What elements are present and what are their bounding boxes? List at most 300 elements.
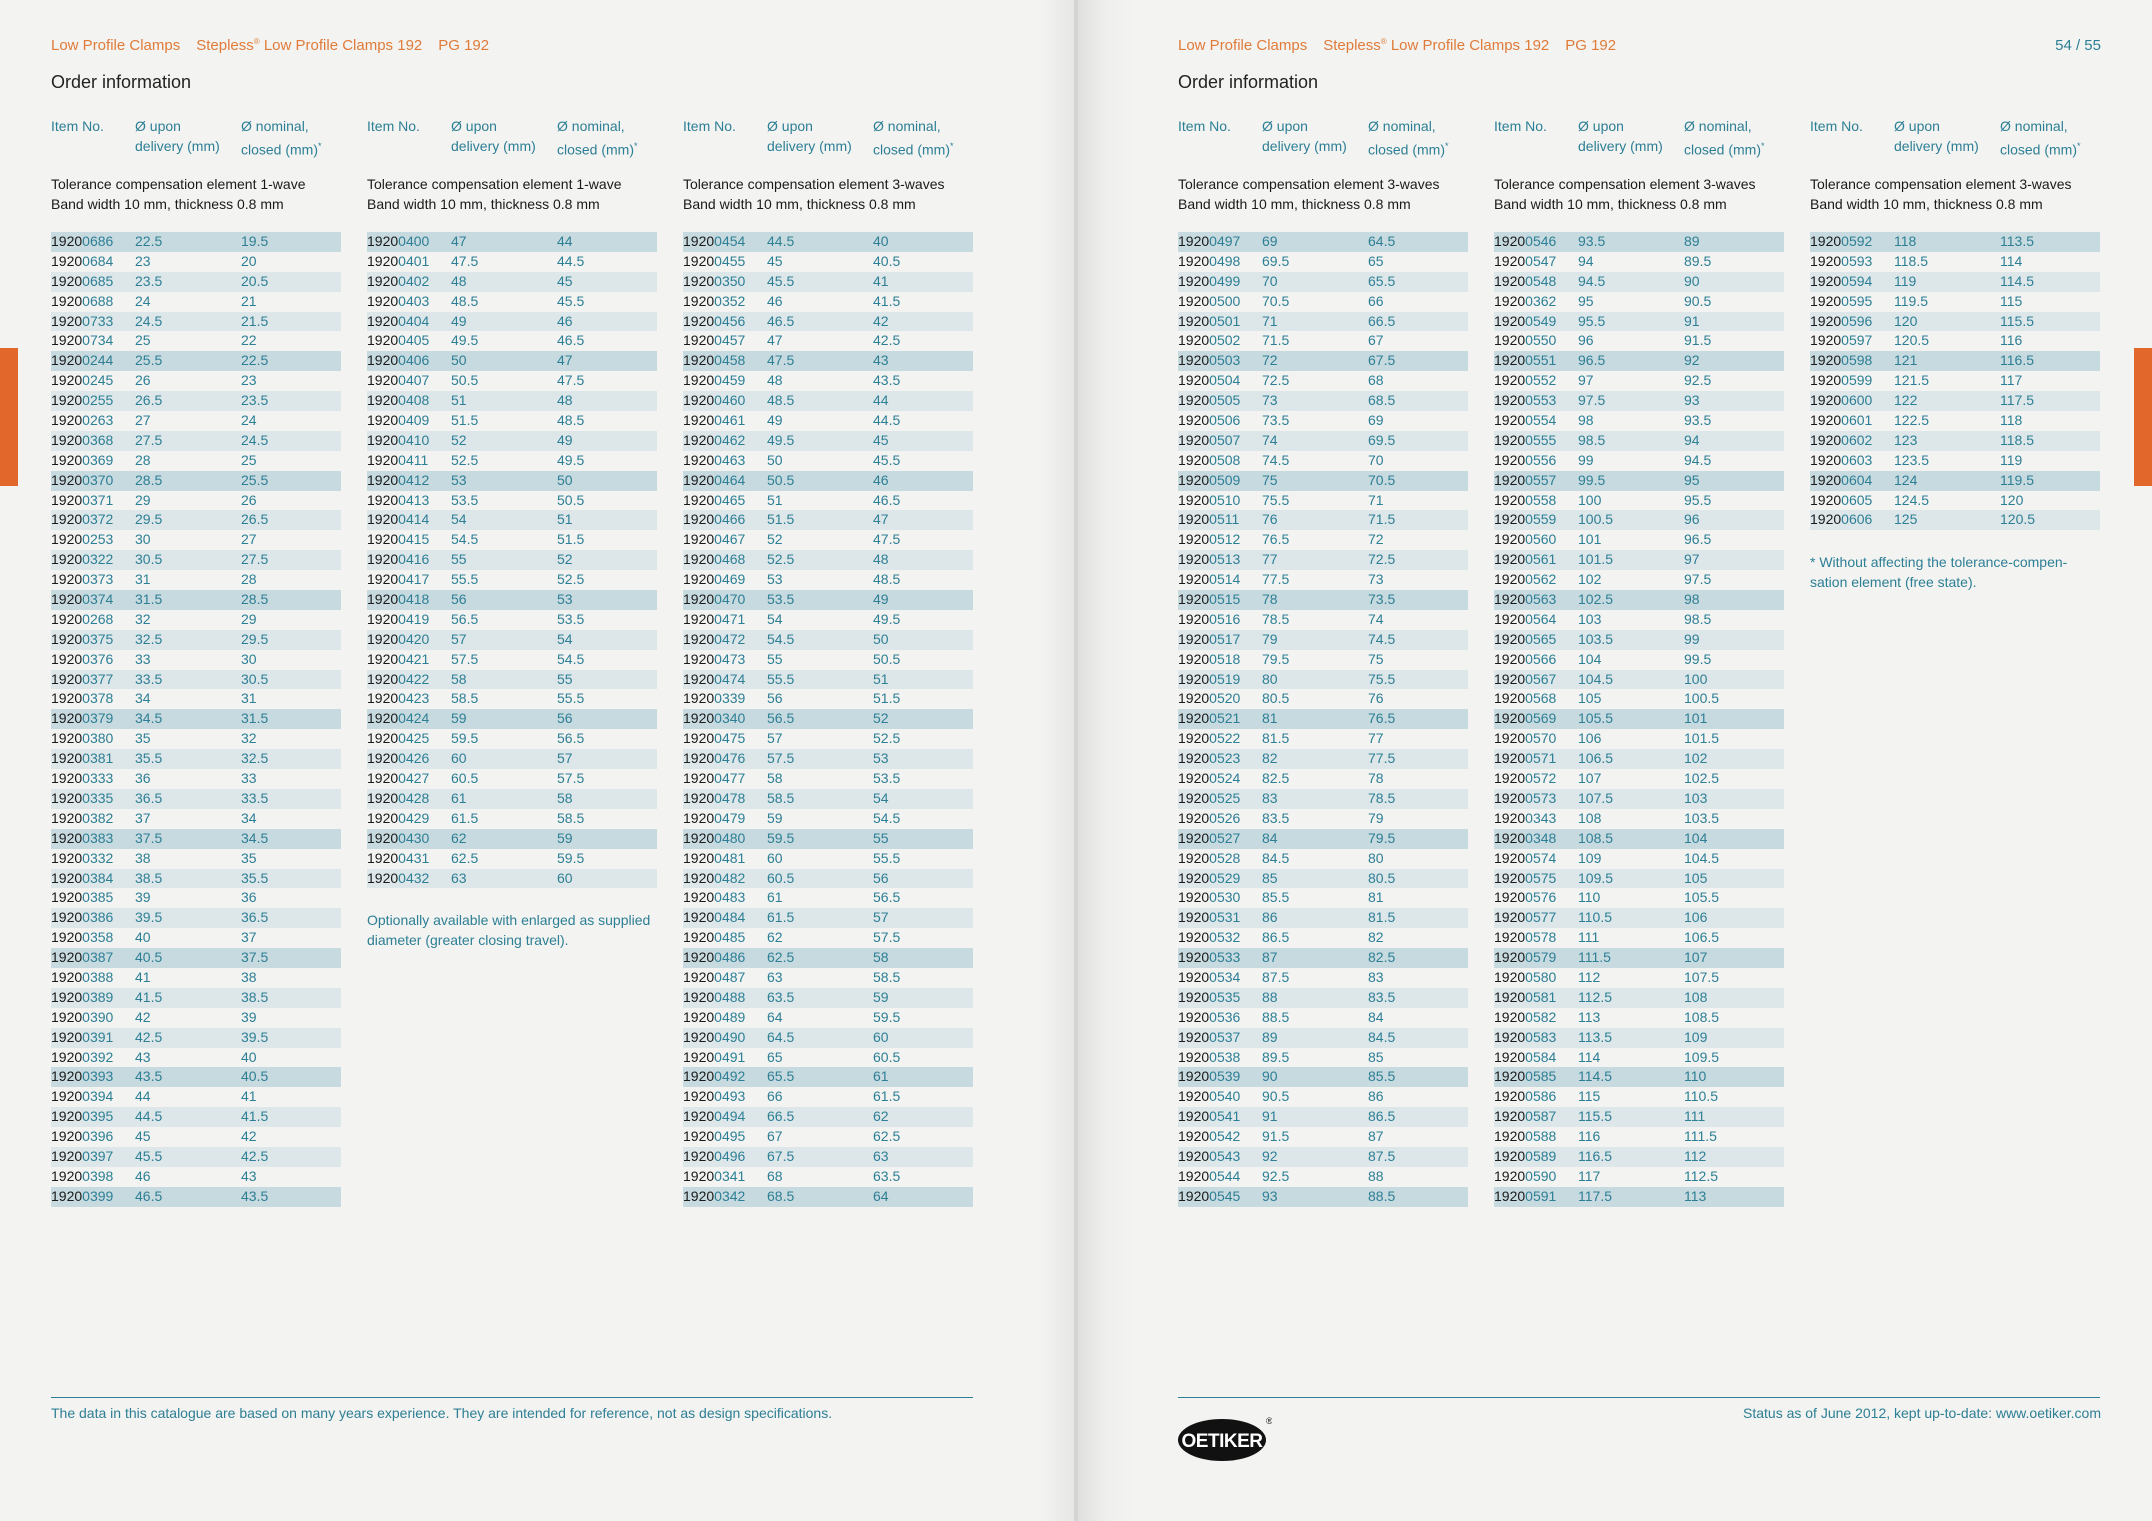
diameter-upon-delivery: 41.5 xyxy=(135,988,163,1005)
diameter-upon-delivery: 35.5 xyxy=(135,750,163,767)
item-prefix: 1920 xyxy=(1494,849,1526,866)
diameter-nominal-closed: 78.5 xyxy=(1368,789,1396,806)
item-prefix: 1920 xyxy=(51,332,83,349)
diameter-nominal-closed: 65 xyxy=(1368,252,1384,269)
table-row xyxy=(367,391,657,411)
header-diameter-nominal xyxy=(241,116,341,156)
diameter-nominal-closed: 89.5 xyxy=(1684,252,1712,269)
item-prefix: 1920 xyxy=(1178,272,1210,289)
item-suffix: 0462 xyxy=(714,431,746,448)
diameter-upon-delivery: 122 xyxy=(1894,392,1918,409)
diameter-upon-delivery: 101 xyxy=(1578,531,1602,548)
header-line: Ø nominal, xyxy=(557,118,625,134)
diameter-upon-delivery: 67.5 xyxy=(767,1147,795,1164)
diameter-nominal-closed: 29.5 xyxy=(241,630,269,647)
diameter-upon-delivery: 47 xyxy=(451,233,467,249)
diameter-upon-delivery: 32.5 xyxy=(135,630,163,647)
table-row xyxy=(683,451,973,471)
table-row xyxy=(683,988,973,1008)
item-prefix: 1920 xyxy=(1494,252,1526,269)
diameter-nominal-closed: 105 xyxy=(1684,869,1708,886)
item-suffix: 0604 xyxy=(1841,471,1873,488)
footnote-star: * xyxy=(318,141,322,151)
item-suffix: 0536 xyxy=(1209,1008,1241,1025)
header-line: closed (mm) xyxy=(241,141,319,158)
item-suffix: 0565 xyxy=(1525,630,1557,647)
item-number xyxy=(1494,1087,1578,1107)
item-prefix: 1920 xyxy=(1178,889,1210,906)
item-number xyxy=(1178,451,1262,471)
item-number xyxy=(51,869,135,889)
breadcrumb xyxy=(1178,37,1632,54)
item-prefix: 1920 xyxy=(51,610,83,627)
diameter-nominal-closed: 91 xyxy=(1684,312,1700,329)
item-suffix: 0496 xyxy=(714,1147,746,1164)
diameter-upon-delivery: 120 xyxy=(1894,312,1918,329)
header-line: closed (mm) xyxy=(557,141,635,158)
item-prefix: 1920 xyxy=(683,909,715,926)
header-item-no: Item No. xyxy=(1178,118,1231,134)
breadcrumb-part: Stepless xyxy=(1323,37,1381,54)
item-suffix: 0532 xyxy=(1209,929,1241,946)
diameter-nominal-closed: 49.5 xyxy=(873,610,901,627)
diameter-upon-delivery: 39.5 xyxy=(135,909,163,926)
item-prefix: 1920 xyxy=(51,829,83,846)
diameter-nominal-closed: 24.5 xyxy=(241,431,269,448)
item-number xyxy=(1494,888,1578,908)
diameter-upon-delivery: 38.5 xyxy=(135,869,163,886)
item-suffix: 0379 xyxy=(82,710,114,727)
diameter-nominal-closed: 42 xyxy=(241,1128,257,1145)
diameter-upon-delivery: 110.5 xyxy=(1578,909,1612,926)
item-prefix: 1920 xyxy=(1178,929,1210,946)
diameter-nominal-closed: 86.5 xyxy=(1368,1108,1396,1125)
item-suffix: 0392 xyxy=(82,1048,114,1065)
item-number xyxy=(51,590,135,610)
item-number xyxy=(51,729,135,749)
item-number xyxy=(1178,670,1262,690)
diameter-nominal-closed: 45.5 xyxy=(557,292,585,309)
diameter-nominal-closed: 50 xyxy=(557,471,573,488)
diameter-upon-delivery: 26 xyxy=(135,372,151,389)
diameter-nominal-closed: 72 xyxy=(1368,531,1384,548)
item-number xyxy=(51,769,135,789)
item-prefix: 1920 xyxy=(683,1028,715,1045)
item-prefix: 1920 xyxy=(51,451,83,468)
diameter-nominal-closed: 106 xyxy=(1684,909,1708,926)
diameter-nominal-closed: 93.5 xyxy=(1684,412,1712,429)
table-row xyxy=(1494,809,1784,829)
footnote-star: * xyxy=(1761,141,1765,151)
diameter-nominal-closed: 98 xyxy=(1684,591,1700,608)
item-number xyxy=(683,1067,767,1087)
item-prefix: 1920 xyxy=(1494,551,1526,568)
diameter-nominal-closed: 76 xyxy=(1368,690,1384,707)
diameter-upon-delivery: 74 xyxy=(1262,431,1278,448)
diameter-nominal-closed: 60.5 xyxy=(873,1048,901,1065)
table-row xyxy=(1494,888,1784,908)
item-number xyxy=(1178,1187,1262,1207)
item-prefix: 1920 xyxy=(1494,750,1526,767)
diameter-upon-delivery: 52 xyxy=(451,431,467,448)
item-prefix: 1920 xyxy=(51,233,83,249)
item-prefix: 1920 xyxy=(367,730,399,747)
table-row xyxy=(683,709,973,729)
table-row xyxy=(1810,431,2100,451)
diameter-nominal-closed: 100.5 xyxy=(1684,690,1720,707)
diameter-nominal-closed: 85.5 xyxy=(1368,1068,1396,1085)
group-spec: Band width 10 mm, thickness 0.8 mm xyxy=(683,196,916,212)
item-number xyxy=(683,809,767,829)
table-row xyxy=(1178,1187,1468,1207)
item-number xyxy=(1178,292,1262,312)
column-header xyxy=(367,116,657,156)
item-suffix: 0509 xyxy=(1209,471,1241,488)
item-suffix: 0579 xyxy=(1525,949,1557,966)
item-suffix: 0588 xyxy=(1525,1128,1557,1145)
item-number xyxy=(1494,530,1578,550)
diameter-nominal-closed: 103 xyxy=(1684,789,1708,806)
item-number xyxy=(1178,829,1262,849)
diameter-upon-delivery: 60 xyxy=(451,750,467,767)
item-number xyxy=(1494,1067,1578,1087)
diameter-nominal-closed: 108.5 xyxy=(1684,1008,1720,1025)
item-number xyxy=(1494,1127,1578,1147)
header-diameter-upon xyxy=(135,116,241,156)
item-suffix: 0388 xyxy=(82,968,114,985)
diameter-nominal-closed: 69 xyxy=(1368,412,1384,429)
diameter-upon-delivery: 39 xyxy=(135,889,151,906)
header-line: Ø upon xyxy=(767,118,813,134)
item-number xyxy=(51,1167,135,1187)
item-suffix: 0522 xyxy=(1209,730,1241,747)
item-suffix: 0688 xyxy=(82,292,114,309)
diameter-upon-delivery: 59 xyxy=(451,710,467,727)
item-prefix: 1920 xyxy=(1494,591,1526,608)
item-suffix: 0606 xyxy=(1841,511,1873,528)
item-suffix: 0734 xyxy=(82,332,114,349)
diameter-nominal-closed: 92 xyxy=(1684,352,1700,369)
item-suffix: 0428 xyxy=(398,789,430,806)
diameter-nominal-closed: 118 xyxy=(2000,412,2023,429)
item-number xyxy=(1494,351,1578,371)
item-prefix: 1920 xyxy=(51,789,83,806)
item-number xyxy=(51,689,135,709)
item-suffix: 0564 xyxy=(1525,610,1557,627)
diameter-nominal-closed: 90.5 xyxy=(1684,292,1712,309)
item-prefix: 1920 xyxy=(1178,949,1210,966)
table-row xyxy=(683,550,973,570)
item-suffix: 0591 xyxy=(1525,1187,1557,1204)
item-suffix: 0335 xyxy=(82,789,114,806)
diameter-upon-delivery: 85.5 xyxy=(1262,889,1290,906)
header-diameter-upon xyxy=(451,116,557,156)
item-number xyxy=(683,948,767,968)
table-column xyxy=(51,116,341,1207)
item-suffix: 0375 xyxy=(82,630,114,647)
item-prefix: 1920 xyxy=(51,511,83,528)
item-number xyxy=(367,869,451,889)
item-prefix: 1920 xyxy=(367,332,399,349)
item-number xyxy=(1494,590,1578,610)
item-prefix: 1920 xyxy=(1178,252,1210,269)
diameter-upon-delivery: 47.5 xyxy=(451,252,479,269)
item-number xyxy=(367,709,451,729)
diameter-upon-delivery: 86 xyxy=(1262,909,1278,926)
header-line: Ø upon xyxy=(135,118,181,134)
diameter-upon-delivery: 62.5 xyxy=(451,849,479,866)
diameter-nominal-closed: 71 xyxy=(1368,491,1384,508)
diameter-upon-delivery: 40 xyxy=(135,929,151,946)
item-number xyxy=(51,411,135,431)
item-suffix: 0490 xyxy=(714,1028,746,1045)
item-number xyxy=(1810,371,1894,391)
table-row xyxy=(1178,1087,1468,1107)
item-number xyxy=(1178,869,1262,889)
item-number xyxy=(367,590,451,610)
item-suffix: 0464 xyxy=(714,471,746,488)
item-prefix: 1920 xyxy=(51,471,83,488)
item-prefix: 1920 xyxy=(683,1008,715,1025)
item-prefix: 1920 xyxy=(51,1128,83,1145)
item-prefix: 1920 xyxy=(683,650,715,667)
diameter-upon-delivery: 106 xyxy=(1578,730,1602,747)
item-prefix: 1920 xyxy=(367,312,399,329)
item-number xyxy=(51,471,135,491)
breadcrumb-item: PG 192 xyxy=(1565,37,1617,54)
item-suffix: 0516 xyxy=(1209,610,1241,627)
diameter-upon-delivery: 33 xyxy=(135,650,151,667)
item-number xyxy=(683,550,767,570)
table-row xyxy=(1178,491,1468,511)
item-suffix: 0339 xyxy=(714,690,746,707)
item-suffix: 0575 xyxy=(1525,869,1557,886)
item-number xyxy=(1178,1107,1262,1127)
item-prefix: 1920 xyxy=(51,869,83,886)
diameter-upon-delivery: 124 xyxy=(1894,471,1918,488)
diameter-nominal-closed: 42 xyxy=(873,312,889,329)
diameter-nominal-closed: 47.5 xyxy=(557,372,585,389)
table-row xyxy=(1178,272,1468,292)
table-note: * Without affecting the tolerance-compen-sation element (free state). xyxy=(1810,554,2068,591)
item-number xyxy=(683,709,767,729)
diameter-upon-delivery: 58 xyxy=(767,770,783,787)
item-prefix: 1920 xyxy=(1494,610,1526,627)
diameter-nominal-closed: 72.5 xyxy=(1368,551,1396,568)
item-prefix: 1920 xyxy=(683,571,715,588)
table-row xyxy=(683,928,973,948)
item-suffix: 0603 xyxy=(1841,451,1873,468)
item-prefix: 1920 xyxy=(683,829,715,846)
item-suffix: 0518 xyxy=(1209,650,1241,667)
item-number xyxy=(683,689,767,709)
item-number xyxy=(1178,530,1262,550)
item-prefix: 1920 xyxy=(1810,511,1842,528)
diameter-nominal-closed: 35.5 xyxy=(241,869,269,886)
table-row xyxy=(1494,351,1784,371)
diameter-upon-delivery: 85 xyxy=(1262,869,1278,886)
table-row xyxy=(1178,312,1468,332)
item-number xyxy=(1178,709,1262,729)
diameter-upon-delivery: 101.5 xyxy=(1578,551,1614,568)
item-prefix: 1920 xyxy=(1178,233,1210,249)
data-table xyxy=(367,232,657,888)
item-suffix: 0397 xyxy=(82,1147,114,1164)
group-title: Tolerance compensation element 3-waves xyxy=(683,176,945,192)
table-row xyxy=(1178,351,1468,371)
item-number xyxy=(683,888,767,908)
diameter-nominal-closed: 100 xyxy=(1684,670,1708,687)
item-prefix: 1920 xyxy=(367,531,399,548)
item-suffix: 0484 xyxy=(714,909,746,926)
diameter-nominal-closed: 55.5 xyxy=(557,690,585,707)
item-suffix: 0420 xyxy=(398,630,430,647)
diameter-upon-delivery: 43 xyxy=(135,1048,151,1065)
diameter-nominal-closed: 96 xyxy=(1684,511,1700,528)
item-prefix: 1920 xyxy=(1178,292,1210,309)
breadcrumb-part: Low Profile Clamps 192 xyxy=(259,37,423,54)
item-number xyxy=(51,292,135,312)
table-row xyxy=(1178,849,1468,869)
table-row xyxy=(1810,272,2100,292)
group-description xyxy=(1810,174,2100,214)
logo-text: OETIKER xyxy=(1181,1431,1263,1452)
diameter-upon-delivery: 95 xyxy=(1578,292,1594,309)
item-suffix: 0417 xyxy=(398,571,430,588)
diameter-nominal-closed: 53.5 xyxy=(873,770,901,787)
header-line: delivery (mm) xyxy=(1262,138,1347,154)
diameter-nominal-closed: 30.5 xyxy=(241,670,269,687)
diameter-upon-delivery: 119.5 xyxy=(1894,292,1928,309)
table-row xyxy=(367,331,657,351)
diameter-nominal-closed: 109.5 xyxy=(1684,1048,1720,1065)
section-tab-marker xyxy=(2134,348,2152,486)
diameter-nominal-closed: 88.5 xyxy=(1368,1187,1396,1204)
item-suffix: 0358 xyxy=(82,929,114,946)
diameter-nominal-closed: 66.5 xyxy=(1368,312,1396,329)
header-line: Ø nominal, xyxy=(241,118,309,134)
item-number xyxy=(1494,471,1578,491)
diameter-upon-delivery: 76.5 xyxy=(1262,531,1290,548)
diameter-nominal-closed: 38.5 xyxy=(241,988,269,1005)
item-suffix: 0385 xyxy=(82,889,114,906)
item-number xyxy=(51,1087,135,1107)
item-number xyxy=(1178,988,1262,1008)
diameter-nominal-closed: 57 xyxy=(557,750,573,767)
header-line: Ø nominal, xyxy=(873,118,941,134)
diameter-upon-delivery: 28 xyxy=(135,451,151,468)
diameter-nominal-closed: 56 xyxy=(873,869,889,886)
diameter-upon-delivery: 117.5 xyxy=(1578,1187,1612,1204)
item-number xyxy=(367,809,451,829)
item-suffix: 0553 xyxy=(1525,392,1557,409)
diameter-nominal-closed: 117 xyxy=(2000,372,2023,389)
diameter-upon-delivery: 54 xyxy=(451,511,467,528)
table-row xyxy=(1494,331,1784,351)
item-prefix: 1920 xyxy=(1494,272,1526,289)
item-prefix: 1920 xyxy=(51,1048,83,1065)
diameter-upon-delivery: 74.5 xyxy=(1262,451,1290,468)
item-suffix: 0373 xyxy=(82,571,114,588)
item-prefix: 1920 xyxy=(1494,1187,1526,1204)
diameter-nominal-closed: 70 xyxy=(1368,451,1384,468)
item-number xyxy=(1178,1008,1262,1028)
item-prefix: 1920 xyxy=(367,710,399,727)
item-number xyxy=(683,431,767,451)
item-number xyxy=(1178,491,1262,511)
diameter-nominal-closed: 110 xyxy=(1684,1068,1707,1085)
diameter-upon-delivery: 90 xyxy=(1262,1068,1278,1085)
diameter-upon-delivery: 45 xyxy=(135,1128,151,1145)
diameter-upon-delivery: 72.5 xyxy=(1262,372,1290,389)
table-row xyxy=(1178,1127,1468,1147)
item-number xyxy=(51,312,135,332)
diameter-nominal-closed: 112 xyxy=(1684,1147,1707,1164)
diameter-nominal-closed: 56.5 xyxy=(557,730,585,747)
table-row xyxy=(51,1127,341,1147)
item-number xyxy=(367,570,451,590)
group-title: Tolerance compensation element 3-waves xyxy=(1810,176,2072,192)
item-number xyxy=(683,869,767,889)
item-prefix: 1920 xyxy=(51,252,83,269)
item-number xyxy=(1494,1008,1578,1028)
table-row xyxy=(51,829,341,849)
item-prefix: 1920 xyxy=(1810,392,1842,409)
diameter-nominal-closed: 40 xyxy=(241,1048,257,1065)
item-number xyxy=(367,749,451,769)
diameter-upon-delivery: 28.5 xyxy=(135,471,163,488)
table-column xyxy=(1494,116,1784,1207)
diameter-nominal-closed: 60 xyxy=(557,869,573,886)
item-suffix: 0558 xyxy=(1525,491,1557,508)
item-prefix: 1920 xyxy=(367,252,399,269)
item-suffix: 0521 xyxy=(1209,710,1241,727)
item-number xyxy=(51,650,135,670)
diameter-nominal-closed: 87 xyxy=(1368,1128,1384,1145)
diameter-upon-delivery: 31 xyxy=(135,571,151,588)
header-line: closed (mm) xyxy=(873,141,951,158)
item-number xyxy=(51,252,135,272)
diameter-nominal-closed: 38 xyxy=(241,968,257,985)
table-row xyxy=(1494,749,1784,769)
table-row xyxy=(683,729,973,749)
item-number xyxy=(683,1147,767,1167)
diameter-nominal-closed: 58.5 xyxy=(873,968,901,985)
item-suffix: 0424 xyxy=(398,710,430,727)
item-prefix: 1920 xyxy=(1178,650,1210,667)
item-suffix: 0542 xyxy=(1209,1128,1241,1145)
breadcrumb-item: Low Profile Clamps xyxy=(1178,37,1308,54)
item-number xyxy=(1494,908,1578,928)
diameter-nominal-closed: 74.5 xyxy=(1368,630,1396,647)
diameter-nominal-closed: 51.5 xyxy=(873,690,901,707)
item-number xyxy=(51,1028,135,1048)
item-suffix: 0423 xyxy=(398,690,430,707)
item-suffix: 0546 xyxy=(1525,233,1557,249)
item-suffix: 0350 xyxy=(714,272,746,289)
item-suffix: 0505 xyxy=(1209,392,1241,409)
item-suffix: 0468 xyxy=(714,551,746,568)
item-number xyxy=(367,292,451,312)
item-prefix: 1920 xyxy=(1178,1028,1210,1045)
item-suffix: 0598 xyxy=(1841,352,1873,369)
item-prefix: 1920 xyxy=(1494,1128,1526,1145)
diameter-upon-delivery: 54.5 xyxy=(767,630,795,647)
item-prefix: 1920 xyxy=(683,770,715,787)
table-row xyxy=(1178,809,1468,829)
diameter-upon-delivery: 92.5 xyxy=(1262,1167,1290,1184)
item-suffix: 0560 xyxy=(1525,531,1557,548)
